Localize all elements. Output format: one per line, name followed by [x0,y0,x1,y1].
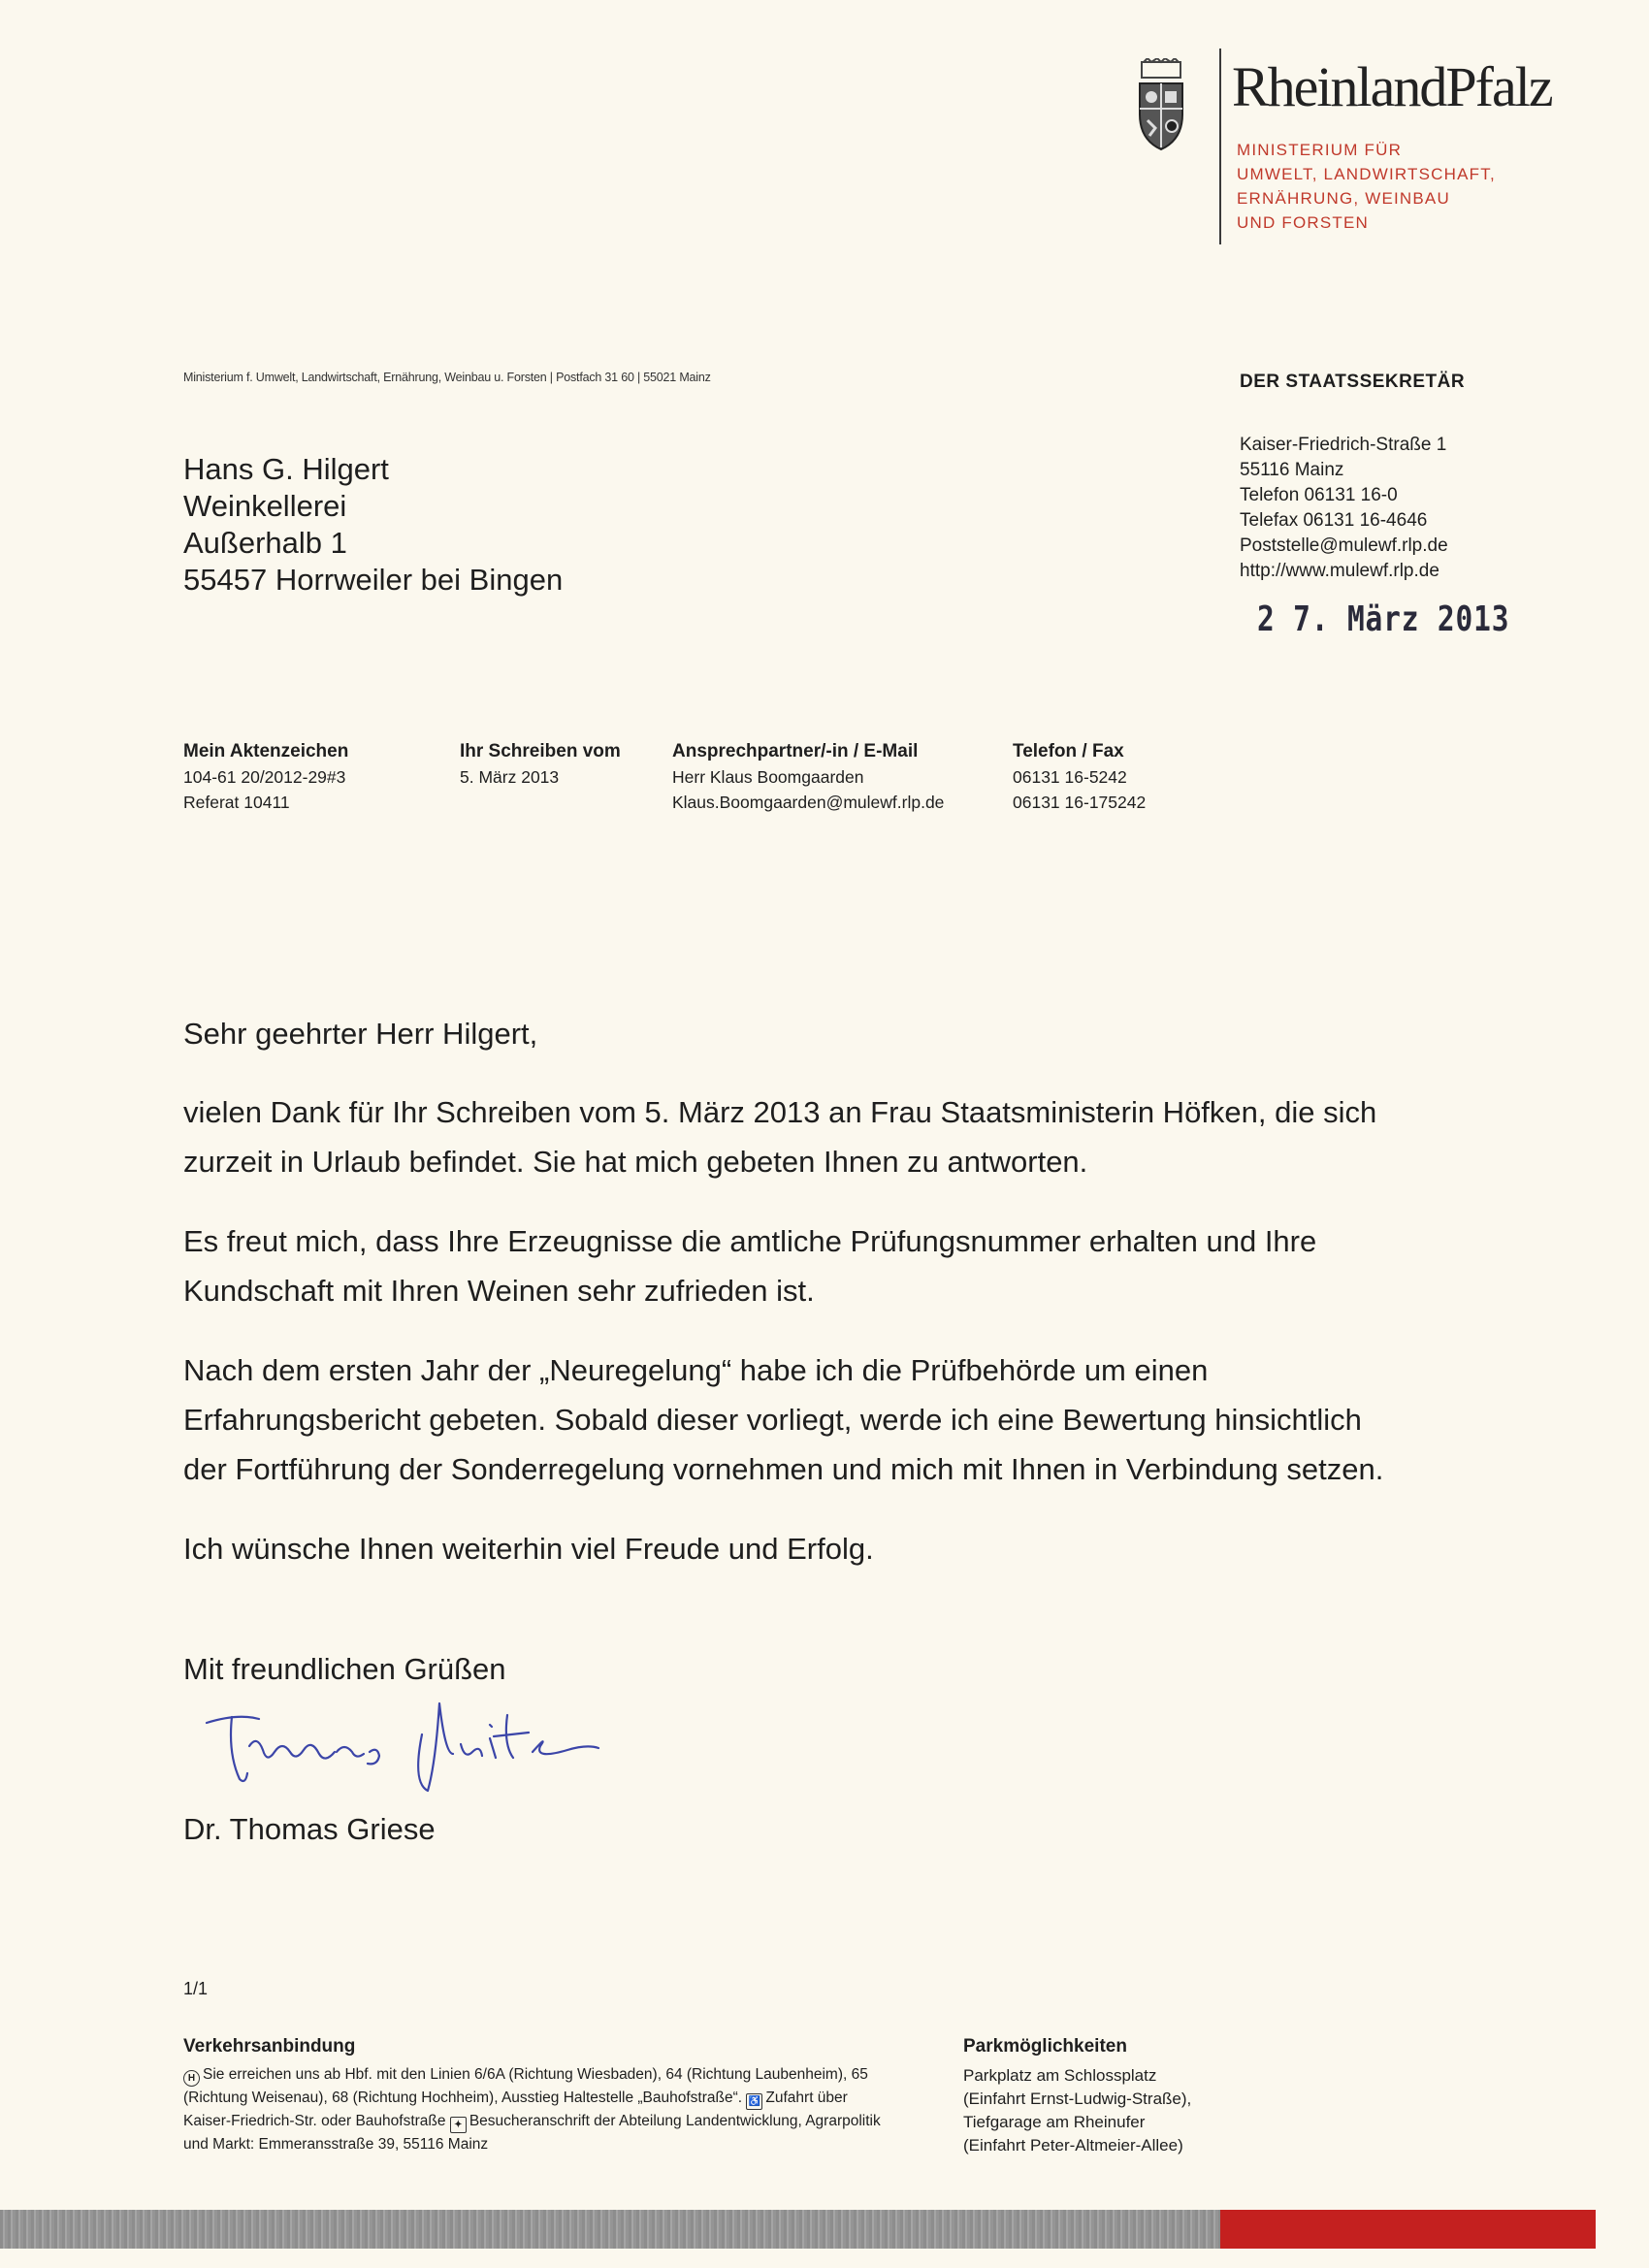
wheelchair-icon: ♿ [746,2093,762,2110]
closing-formula: Mit freundlichen Grüßen [183,1652,506,1686]
body-paragraph: Nach dem ersten Jahr der „Neuregelung“ habe ich die Prüfbehörde um einen Erfahrungsbericht gebeten. Sobald dieser vorliegt, werde ich eine Bewertung hinsichtlich der Fortführung der Sonderregelung vornehmen und mich mit Ihnen in Verbindung setzen. [183,1353,1384,1486]
signatory-name: Dr. Thomas Griese [183,1812,436,1846]
reference-value: 06131 16-175242 [1013,793,1147,812]
reference-value: Referat 10411 [183,793,290,812]
sender-title: DER STAATSSEKRETÄR [1240,372,1466,392]
recipient-city: 55457 Horrweiler bei Bingen [183,563,564,597]
footer-bar-grey [0,2210,1220,2249]
reference-header: Telefon / Fax [1013,741,1124,761]
date-stamp: 2 7. März 2013 [1257,599,1510,639]
recipient-address [183,451,563,599]
contact-fax: Telefax 06131 16-4646 [1240,510,1428,531]
salutation: Sehr geehrter Herr Hilgert, [183,1017,538,1051]
reference-telefon [1013,739,1146,815]
ministry-line: UND FORSTEN [1237,213,1369,232]
ministry-line: UMWELT, LANDWIRTSCHAFT, [1237,165,1496,183]
footer-bar-red [1220,2210,1596,2249]
ministry-logo [1130,49,1552,243]
contact-website[interactable]: http://www.mulewf.rlp.de [1240,561,1439,581]
handwritten-signature [199,1696,626,1802]
reference-value: 06131 16-5242 [1013,767,1127,787]
coat-of-arms-icon [1136,58,1186,151]
body-paragraph: vielen Dank für Ihr Schreiben vom 5. März 2013 an Frau Staatsministerin Höfken, die sich zurzeit in Urlaub befindet. Sie hat mich gebeten Ihnen zu antworten. [183,1095,1377,1179]
transport-visitor-address: Besucheranschrift der Abteilung Landentwicklung, Agrarpolitik und Markt: Emmeransstraße 39, 55116 Mainz [183,2113,881,2153]
reference-ansprechpartner [672,739,944,815]
reference-header: Mein Aktenzeichen [183,741,349,761]
contact-street: Kaiser-Friedrich-Straße 1 [1240,435,1447,455]
reference-aktenzeichen [183,739,348,815]
transport-info [183,2035,891,2155]
reference-value: Herr Klaus Boomgaarden [672,767,864,787]
recipient-name: Hans G. Hilgert [183,452,389,486]
transport-header: Verkehrsanbindung [183,2036,356,2057]
contact-phone: Telefon 06131 16-0 [1240,485,1398,505]
reference-value: 104-61 20/2012-29#3 [183,767,346,787]
bus-stop-icon: H [183,2070,200,2087]
contact-block [1240,433,1448,584]
transport-access: Zufahrt über Kaiser-Friedrich-Str. oder Bauhofstraße [183,2090,848,2129]
letter-body [183,1009,1396,1604]
contact-city: 55116 Mainz [1240,460,1344,480]
recipient-company: Weinkellerei [183,489,347,523]
parking-header: Parkmöglichkeiten [963,2036,1127,2057]
ministry-line: MINISTERIUM FÜR [1237,141,1403,159]
ministry-name [1237,138,1496,235]
reference-header: Ansprechpartner/-in / E-Mail [672,741,919,761]
parking-line: (Einfahrt Ernst-Ludwig-Straße), [963,2090,1192,2108]
body-paragraph: Ich wünsche Ihnen weiterhin viel Freude und Erfolg. [183,1532,874,1566]
contact-email[interactable]: Poststelle@mulewf.rlp.de [1240,535,1448,556]
recipient-street: Außerhalb 1 [183,526,347,560]
transport-text [183,2063,891,2155]
parking-line: Tiefgarage am Rheinufer [963,2113,1146,2131]
state-wordmark: RheinlandPfalz [1232,55,1552,118]
reference-value: 5. März 2013 [460,767,560,787]
parking-line: Parkplatz am Schlossplatz [963,2066,1157,2085]
reference-email[interactable]: Klaus.Boomgaarden@mulewf.rlp.de [672,793,945,812]
body-paragraph: Es freut mich, dass Ihre Erzeugnisse die amtliche Prüfungsnummer erhalten und Ihre Kundschaft mit Ihren Weinen sehr zufrieden ist. [183,1224,1317,1308]
parking-info [963,2035,1191,2157]
visitor-address-icon: ✦ [450,2117,467,2133]
page-number: 1/1 [183,1979,209,1998]
parking-line: (Einfahrt Peter-Altmeier-Allee) [963,2136,1183,2155]
reference-schreiben [460,739,621,790]
transport-route: Sie erreichen uns ab Hbf. mit den Linien 6/6A (Richtung Wiesbaden), 64 (Richtung Laubenheim), 65 (Richtung Weisenau), 68 (Richtung Hochheim), Ausstieg Haltestelle „Bauhofstraße“. [183,2066,868,2106]
ministry-line: ERNÄHRUNG, WEINBAU [1237,189,1450,208]
reference-header: Ihr Schreiben vom [460,741,621,761]
sender-return-address: Ministerium f. Umwelt, Landwirtschaft, Ernährung, Weinbau u. Forsten | Postfach 31 60 | 55021 Mainz [183,371,711,384]
logo-divider [1219,49,1221,244]
